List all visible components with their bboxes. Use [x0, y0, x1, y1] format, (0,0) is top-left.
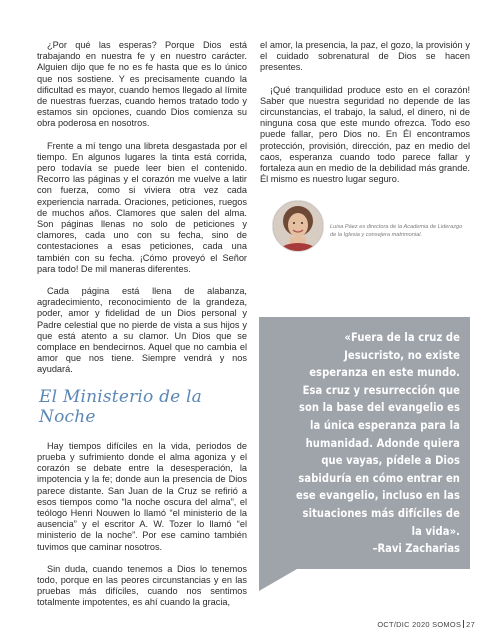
body-paragraph — [37, 286, 247, 376]
body-paragraph-text: Cada página está llena de alabanza, agradecimiento, reconocimiento de la grandeza, poder, amor y fidelidad de un Dios personal y Padre celestial que no pierde de vista a sus hijos y que está atento a su clamor. Un Dios que se complace en bendecirnos. Aquel que no cambia el amor que nos tiene. Siempre vendrá y nos ayudará. — [37, 286, 247, 375]
left-column — [37, 40, 247, 620]
body-paragraph — [260, 40, 470, 74]
body-paragraph-text: el amor, la presencia, la paz, el gozo, la provisión y el cuidado sobrenatural de Dios se hacen presentes. — [260, 40, 470, 73]
body-paragraph — [37, 141, 247, 275]
issue-date: OCT/DIC 2020 — [377, 620, 430, 629]
body-paragraph — [37, 40, 247, 130]
section-heading: El Ministerio de la Noche — [39, 386, 203, 427]
footer-divider — [463, 620, 464, 628]
pull-quote-text: «Fuera de la cruz de Jesucristo, no existe esperanza en este mundo. Esa cruz y resurrección que son la base del evangelio es la única esperanza para la humanidad. Adonde quiera que vayas, pídele a Dios sabiduría en cómo entrar en ese evangelio, incluso en las situaciones más difíciles de la vida». — [296, 330, 460, 538]
body-paragraph-text: Hay tiempos difíciles en la vida, periodos de prueba y sufrimiento donde el alma agoniza y el corazón se debate entre la desesperación, la impotencia y la fe; donde aun la presencia de Dios parece distante. San Juan de la Cruz se refirió a esos tiempos como “la noche oscura del alma”, el teólogo Henri Nouwen lo llamó “el ministerio de la ausencia” y el escritor A. W. Tozer lo llamó “el ministerio de la noche”. Por ese camino también tuvimos que caminar nosotros. — [37, 440, 247, 552]
body-paragraph — [37, 441, 247, 553]
author-bio: Luisa Páez es directora de la Academia de Liderazgo de la Iglesia y consejera matrimonial. — [330, 224, 463, 238]
body-paragraph — [260, 85, 470, 186]
page-number: 27 — [466, 620, 475, 629]
page-footer — [377, 620, 475, 629]
pull-quote-tail — [259, 569, 297, 591]
author-block — [272, 198, 472, 258]
magazine-name: SOMOS — [432, 620, 462, 629]
body-paragraph-text: Sin duda, cuando tenemos a Dios lo tenemos todo, porque en las peores circunstancias y en las pruebas más difíciles, cuando nos sentimos totalmente impotentes, es ahí cuando la gracia, — [37, 563, 247, 608]
body-paragraph-text: Frente a mí tengo una libreta desgastada por el tiempo. En algunos lugares la tinta está corrida, pero todavía se puede leer bien el contenido. Recorro las páginas y el corazón me vuelve a latir con fuerza, como si viviera otra vez cada experiencia narrada. Oraciones, peticiones, ruegos de muchos años. Clamores que salen del alma. Son páginas llenas no solo de peticiones y clamores, cada uno con su fecha, sino de contestaciones a esas peticiones, cada una también con su fecha. ¡Cómo proveyó el Señor para todo! De mil maneras diferentes. — [37, 140, 247, 274]
right-column — [260, 40, 470, 196]
body-paragraph — [37, 564, 247, 609]
body-paragraph-text: ¿Por qué las esperas? Porque Dios está trabajando en nuestra fe y en nuestro carácter. Alguien dijo que fe no es fe hasta que es lo único que nos sostiene. Y es precisamente cuando la dificultad es mayor, cuando hemos llegado al límite de nuestras fuerzas, cuando hemos tratado todo y estamos sin opciones, cuando Dios comienza su obra poderosa en nosotros. — [37, 40, 247, 129]
body-paragraph-text: ¡Qué tranquilidad produce esto en el corazón! Saber que nuestra seguridad no depende de las circunstancias, el trabajo, la salud, el dinero, ni de ninguna cosa que este mundo ofrezca. Todo eso puede fallar, pero Dios no. En Él encontramos protección, provisión, dirección, paz en medio del caos, esperanza cuando todo parece fallar y fortaleza aun en medio de la debilidad más grande. Él mismo es nuestro lugar seguro. — [260, 84, 470, 185]
author-photo — [272, 200, 324, 252]
pull-quote-attribution: –Ravi Zacharias — [372, 541, 460, 555]
